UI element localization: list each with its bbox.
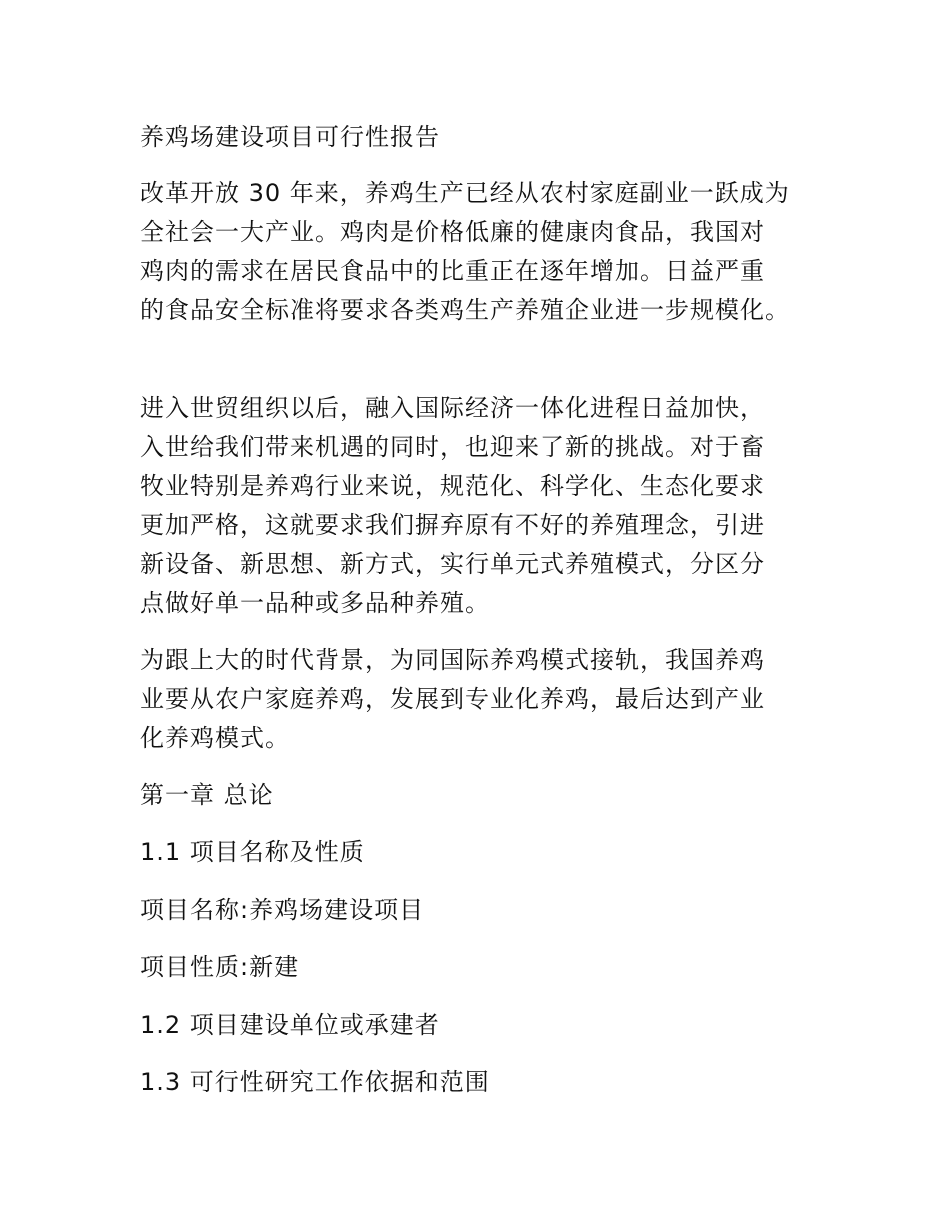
paragraph-line: 业要从农户家庭养鸡，发展到专业化养鸡，最后达到产业 [140, 685, 765, 713]
project-name-line: 项目名称:养鸡场建设项目 [140, 896, 425, 924]
paragraph-line: 化养鸡模式。 [140, 724, 290, 752]
paragraph-line: 点做好单一品种或多品种养殖。 [140, 589, 490, 617]
project-nature-line: 项目性质:新建 [140, 953, 300, 981]
section-heading-1-1: 1.1 项目名称及性质 [140, 838, 365, 866]
paragraph-line: 新设备、新思想、新方式，实行单元式养殖模式，分区分 [140, 550, 765, 578]
section-heading-1-2: 1.2 项目建设单位或承建者 [140, 1011, 440, 1039]
paragraph-development [140, 641, 820, 758]
paragraph-wto [140, 389, 820, 623]
document-title: 养鸡场建设项目可行性报告 [140, 123, 440, 151]
paragraph-line: 牧业特别是养鸡行业来说，规范化、科学化、生态化要求 [140, 472, 765, 500]
section-heading-1-3: 1.3 可行性研究工作依据和范围 [140, 1068, 490, 1096]
paragraph-line: 全社会一大产业。鸡肉是价格低廉的健康肉食品，我国对 [140, 218, 765, 246]
chapter-heading: 第一章 总论 [140, 781, 274, 809]
paragraph-line: 的食品安全标准将要求各类鸡生产养殖企业进一步规模化。 [140, 296, 790, 324]
paragraph-intro [140, 174, 820, 330]
paragraph-line: 更加严格，这就要求我们摒弃原有不好的养殖理念，引进 [140, 511, 765, 539]
paragraph-line: 入世给我们带来机遇的同时，也迎来了新的挑战。对于畜 [140, 433, 765, 461]
paragraph-line: 为跟上大的时代背景，为同国际养鸡模式接轨，我国养鸡 [140, 646, 765, 674]
paragraph-line: 进入世贸组织以后，融入国际经济一体化进程日益加快， [140, 394, 765, 422]
paragraph-line: 鸡肉的需求在居民食品中的比重正在逐年增加。日益严重 [140, 257, 765, 285]
paragraph-line: 改革开放 30 年来，养鸡生产已经从农村家庭副业一跃成为 [140, 179, 790, 207]
